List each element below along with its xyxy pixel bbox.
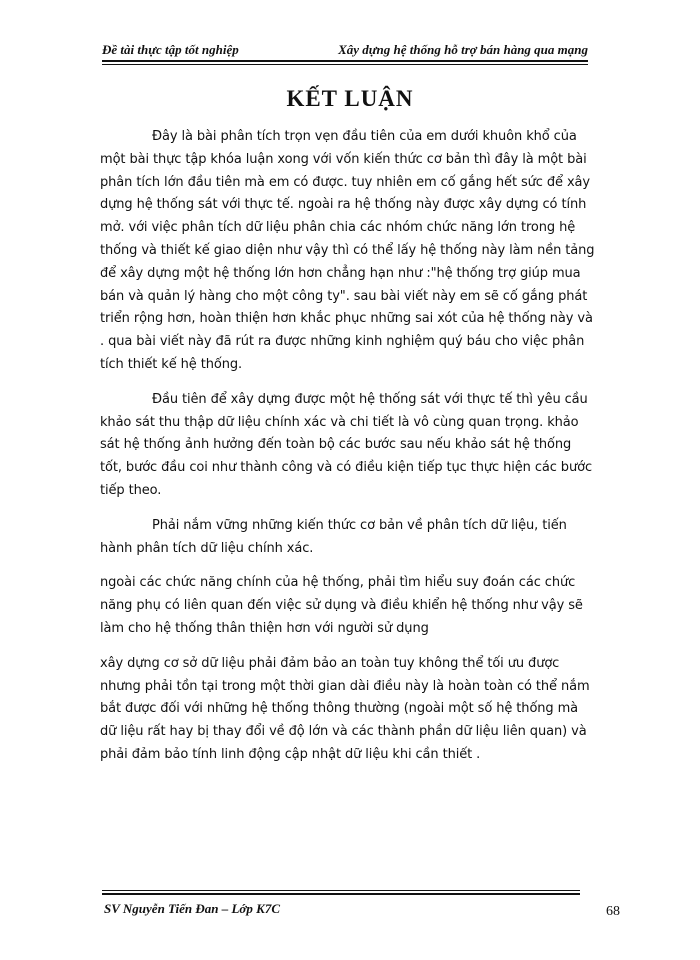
header-rule-thick — [102, 60, 588, 62]
page-header — [102, 36, 588, 60]
page-title: KẾT LUẬN — [286, 86, 414, 111]
header-left-title: Đề tài thực tập tốt nghiệp — [102, 42, 239, 57]
paragraph: Đầu tiên để xây dựng được một hệ thống sát với thực tế thì yêu cầu khảo sát thu thập dữ liệu chính xác và chi tiết là vô cùng quan trọng. khảo sát hệ thống ảnh hưởng đến toàn bộ các bước sau nếu khảo sát hệ thống tốt, bước đầu coi như thành công và có điều kiện tiếp tục thực hiện các bước tiếp theo. — [100, 391, 592, 498]
document-body — [100, 126, 595, 779]
footer-rule-thin — [102, 890, 580, 891]
paragraph: Đây là bài phân tích trọn vẹn đầu tiên của em dưới khuôn khổ của một bài thực tập khóa luận xong với vốn kiến thức cơ bản thì đây là một bài phân tích lớn đầu tiên mà em có được. tuy nhiên em cố gắng hết sức để xây dựng hệ thống sát với thực tế. ngoài ra hệ thống này được xây dựng có tính mở. với việc phân tích dữ liệu phân chia các nhóm chức năng lớn trong hệ thống và thiết kế giao diện như vậy thì có thể lấy hệ thống này làm nền tảng để xây dựng một hệ thống lớn hơn chẳng hạn như :"hệ thống trợ giúp mua bán và quản lý hàng cho một công ty". sau bài viết này em sẽ cố gắng phát triển rộng hơn, hoàn thiện hơn khắc phục những sai xót của hệ thống này và . qua bài viết này đã rút ra được những kinh nghiệm quý báu cho việc phân tích thiết kế hệ thống. — [100, 129, 595, 372]
paragraph: Phải nắm vững những kiến thức cơ bản về phân tích dữ liệu, tiến hành phân tích dữ liệu chính xác. — [100, 517, 567, 556]
paragraph: xây dựng cơ sở dữ liệu phải đảm bảo an toàn tuy không thể tối ưu được nhưng phải tồn tại trong một thời gian dài điều này là hoàn toàn có thể nắm bắt được đối với những hệ thống thông thường (ngoài một số hệ thống mà dữ liệu rất hay bị thay đổi về độ lớn và các thành phần dữ liệu liên quan) và phải đảm bảo tính linh động cập nhật dữ liệu khi cần thiết . — [100, 655, 590, 762]
header-right-title: Xây dựng hệ thống hỗ trợ bán hàng qua mạng — [338, 42, 588, 57]
footer-author: SV Nguyễn Tiến Đan – Lớp K7C — [104, 901, 281, 916]
page-number: 68 — [606, 904, 620, 919]
footer-rule-thick — [102, 893, 580, 895]
header-rule-thin — [102, 64, 588, 65]
paragraph: ngoài các chức năng chính của hệ thống, phải tìm hiểu suy đoán các chức năng phụ có liên quan đến việc sử dụng và điều khiển hệ thống như vậy sẽ làm cho hệ thống thân thiện hơn với người sử dụng — [100, 575, 583, 636]
